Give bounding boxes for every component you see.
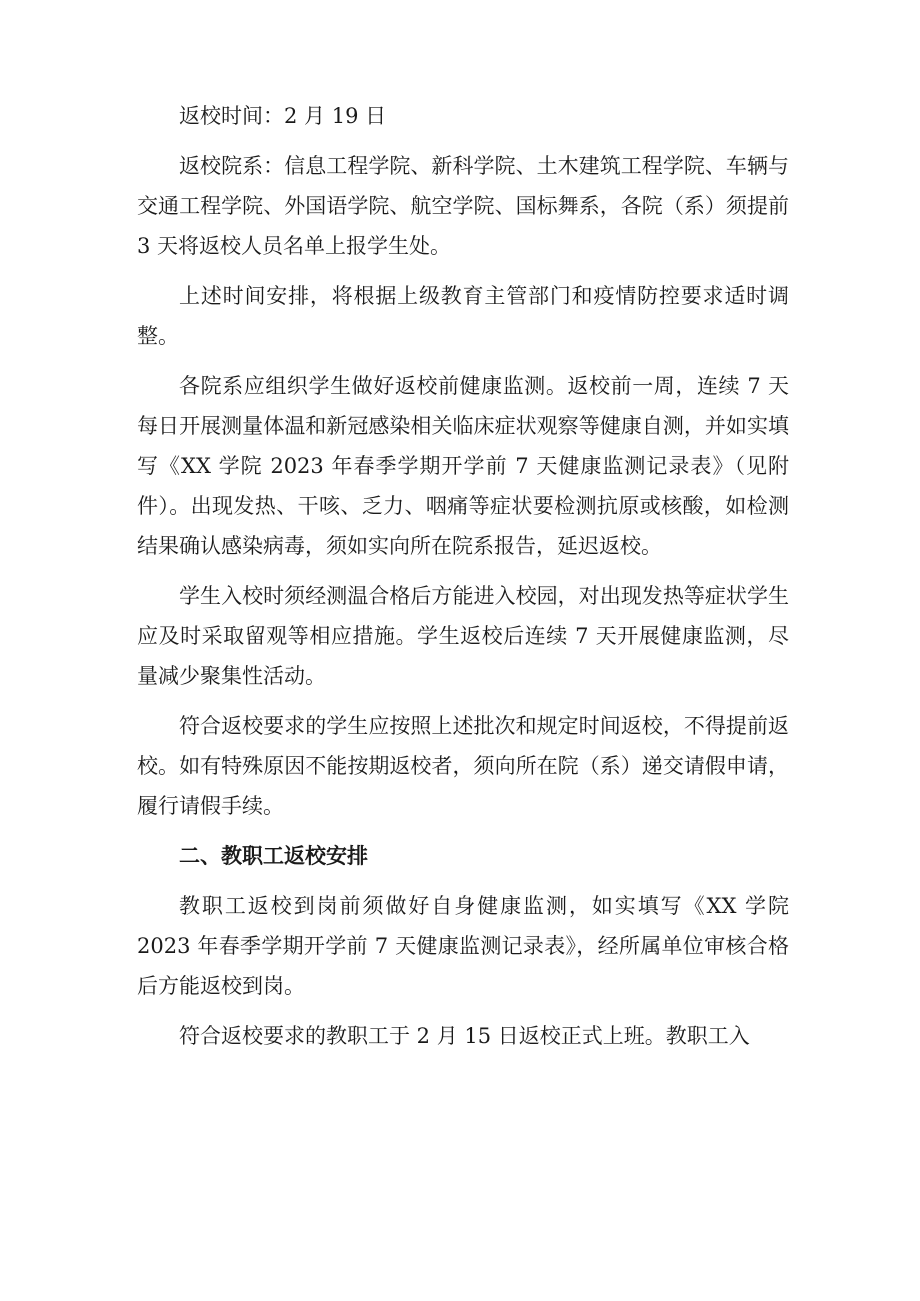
health-monitoring-paragraph: 各院系应组织学生做好返校前健康监测。返校前一周，连续 7 天每日开展测量体温和新冠感染相关临床症状观察等健康自测，并如实填写《XX 学院 2023 年春季学期开学前 7 天健康监测记录表》（见附件）。出现发热、干咳、乏力、咽痛等症状要检测抗原或核酸，如检测结果确认感染病毒，须如实向所在院系报告，延迟返校。 (137, 374, 789, 558)
staff-return-date-paragraph: 符合返校要求的教职工于 2 月 15 日返校正式上班。教职工入 (179, 1024, 750, 1048)
return-schedule-paragraph: 符合返校要求的学生应按照上述批次和规定时间返校，不得提前返校。如有特殊原因不能按期返校者，须向所在院（系）递交请假申请，履行请假手续。 (137, 714, 789, 818)
document-body (137, 96, 789, 1066)
campus-entry-paragraph: 学生入校时须经测温合格后方能进入校园，对出现发热等症状学生应及时采取留观等相应措施。学生返校后连续 7 天开展健康监测，尽量减少聚集性活动。 (137, 584, 789, 688)
section-heading-staff-return: 二、教职工返校安排 (179, 844, 368, 868)
schedule-adjustment-paragraph: 上述时间安排，将根据上级教育主管部门和疫情防控要求适时调整。 (137, 284, 789, 348)
return-departments-paragraph: 返校院系：信息工程学院、新科学院、土木建筑工程学院、车辆与交通工程学院、外国语学院、航空学院、国标舞系，各院（系）须提前 3 天将返校人员名单上报学生处。 (137, 154, 789, 258)
staff-health-paragraph: 教职工返校到岗前须做好自身健康监测，如实填写《XX 学院 2023 年春季学期开学前 7 天健康监测记录表》，经所属单位审核合格后方能返校到岗。 (137, 894, 789, 998)
return-date-paragraph: 返校时间：2 月 19 日 (179, 104, 387, 128)
